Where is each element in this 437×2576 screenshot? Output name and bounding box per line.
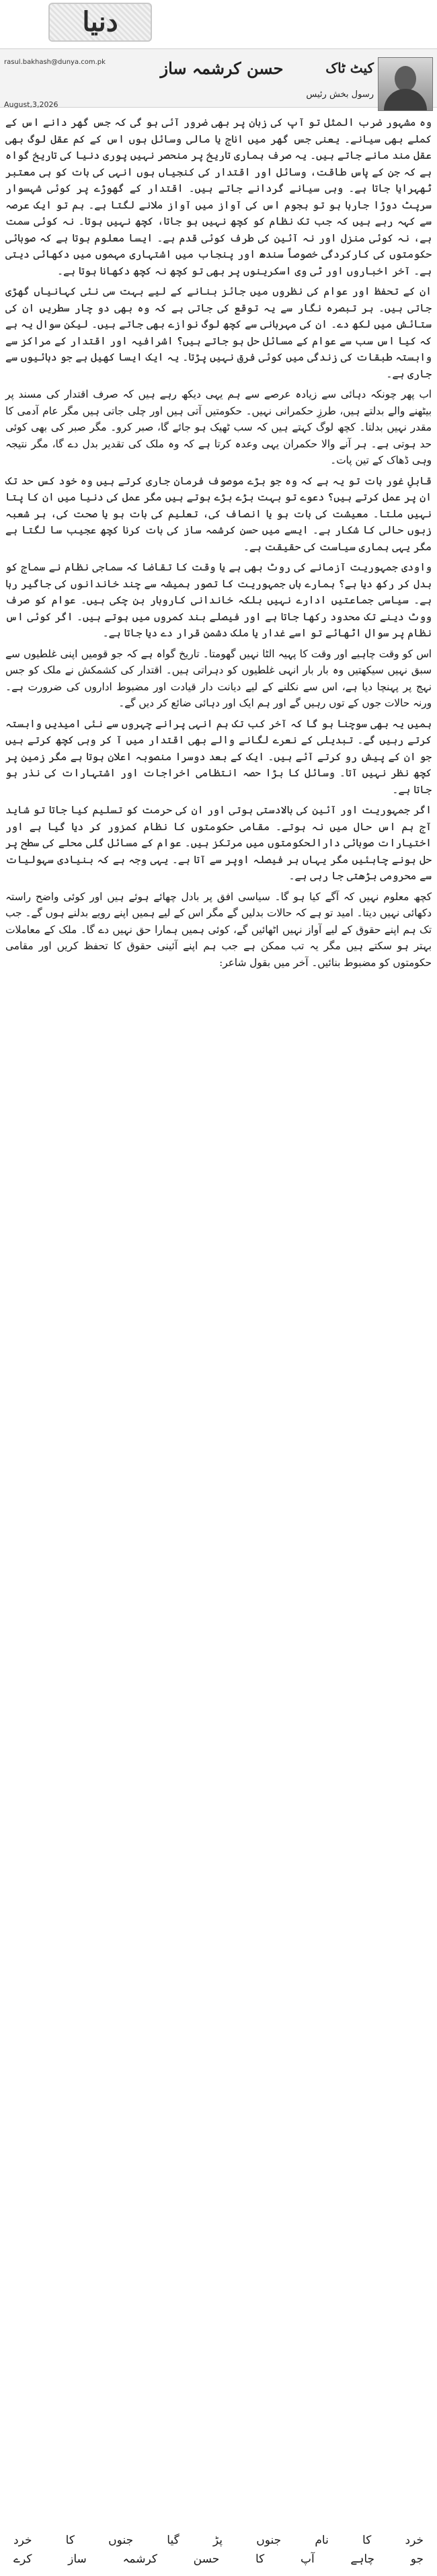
masthead bbox=[0, 0, 437, 44]
banner-strip bbox=[0, 48, 437, 108]
article-paragraph: قابلِ غور بات تو یہ ہے کہ وہ جو بڑے موصوف فرمان جاری کرتے ہیں وہ خود کس حد تک ان پر عمل کرتے ہیں؟ دعوے تو بہت بڑے بڑے ہوتے ہیں مگر عمل کی دنیا میں ان کا پتا نہیں ملتا۔ معیشت کی بات ہو یا انصاف کی، تعلیم کی بات ہو یا صحت کی، ہر شعبہ زبوں حالی کا شکار ہے۔ ایسے میں حسن کرشمہ ساز کی بات کرنا کچھ عجیب سا لگتا ہے مگر یہی ہماری سیاست کی حقیقت ہے۔ bbox=[5, 474, 432, 553]
newspaper-logo: دنیا bbox=[48, 3, 152, 42]
article-paragraph: کچھ معلوم نہیں کہ آگے کیا ہو گا۔ سیاسی افق پر بادل چھائے ہوئے ہیں اور کوئی واضح راستہ دکھائی نہیں دیتا۔ امید تو ہے کہ حالات بدلیں گے مگر اس کے لیے ہمیں اپنے رویے بدلنے ہوں گے۔ جب تک ہم اپنے حقوق کے لیے آواز نہیں اٹھائیں گے، کوئی ہمیں ہمارا حق نہیں دے گا۔ ملک کے معاملات بہتر ہو سکتے ہیں مگر یہ تب ممکن ہے جب ہم اپنے آئینی حقوق کا تحفظ کریں اور مقامی حکومتوں کو مضبوط بنائیں۔ آخر میں بقول شاعر: bbox=[5, 890, 432, 969]
article-paragraph: اس کو وقت چاہیے اور وقت کا پہیہ الٹا نہیں گھومتا۔ تاریخ گواہ ہے کہ جو قومیں اپنی غلطیوں سے سبق نہیں سیکھتیں وہ بار بار انہی غلطیوں کو دہراتی ہیں۔ اقتدار کی کشمکش نے ملک کو جس نہج پر پہنچا دیا ہے، اس سے نکلنے کے لیے دیانت دار قیادت اور مضبوط اداروں کی ضرورت ہے۔ ورنہ حالات جوں کے توں رہیں گے اور ہم ایک اور دہائی ضائع کر دیں گے۔ bbox=[5, 647, 432, 709]
author-photo-shoulders bbox=[384, 89, 427, 111]
article-paragraph: واودی جمہوریت آزمانے کی روٹ بھی ہے یا وقت کا تقاضا کہ سماجی نظام نے سماج کو بدل کر رکھ دیا ہے؟ ہمارے ہاں جمہوریت کا تصور ہمیشہ سے چند خاندانوں کی جاگیر رہا ہے۔ سیاسی جماعتیں ادارے نہیں بلکہ خاندانی کاروبار بن چکی ہیں۔ عوام کو صرف ووٹ دینے تک محدود رکھا جاتا ہے اور فیصلے بند کمروں میں ہوتے ہیں۔ اگر کوئی اس نظام پر سوال اٹھائے تو اسے غدار یا ملک دشمن قرار دے دیا جاتا ہے۔ bbox=[5, 561, 432, 639]
article-paragraph: اگر جمہوریت اور آئین کی بالادستی ہوتی اور ان کی حرمت کو تسلیم کیا جاتا تو شاید آج ہم اس حال میں نہ ہوتے۔ مقامی حکومتوں کا نظام کمزور کر دیا گیا ہے اور اختیارات صوبائی دارالحکومتوں میں مرتکز ہیں۔ عوام کے مسائل گلی محلے کی سطح پر حل ہونے چاہئیں مگر یہاں ہر فیصلہ اوپر سے آتا ہے۔ یہی وجہ ہے کہ بنیادی سہولیات سے محرومی بڑھتی جا رہی ہے۔ bbox=[5, 804, 432, 882]
closing-verse bbox=[13, 2531, 424, 2569]
article-paragraph: ہمیں یہ بھی سوچنا ہو گا کہ آخر کب تک ہم انہی پرانے چہروں سے نئی امیدیں وابستہ کرتے رہیں گے۔ تبدیلی کے نعرے لگانے والے بھی اقتدار میں آ کر وہی کچھ کرتے ہیں جو ان کے پیش رو کرتے آئے ہیں۔ ایک کے بعد دوسرا منصوبہ اعلان ہوتا ہے مگر زمین پر کچھ نظر نہیں آتا۔ وسائل کا بڑا حصہ انتظامی اخراجات اور اشتہارات کی نذر ہو جاتا ہے۔ bbox=[5, 717, 432, 796]
article-body bbox=[5, 114, 432, 975]
article-paragraph: ان کے تحفظ اور عوام کی نظروں میں جائز بنانے کے لیے بہت سی نئی کہانیاں گھڑی جاتی ہیں۔ ہر تبصرہ نگار سے یہ توقع کی جاتی ہے کہ وہ بھی دو چار سطریں ان کی ستائش میں لکھ دے۔ ان کی مہربانی سے کچھ لوگ نوازے بھی جاتے ہیں۔ لیکن سوال یہ ہے کہ کیا اس سب سے عوام کے مسائل حل ہو جاتے ہیں؟ اشرافیہ اور اقتدار کے مراکز سے وابستہ طبقات کی زندگی میں کوئی فرق نہیں پڑتا۔ یہ ایک ایسا کھیل ہے جو دہائیوں سے جاری ہے۔ bbox=[5, 285, 432, 380]
author-photo bbox=[378, 57, 433, 111]
column-title: حسن کرشمہ ساز bbox=[160, 59, 284, 78]
article-paragraph: وہ مشہور ضرب المثل تو آپ کی زبان پر بھی ضرور آئی ہو گی کہ جس گھر دانے اس کے کملے بھی سیانے۔ یعنی جس گھر میں اناج یا مالی وسائل ہوں اس کے کم عقل لوگ بھی عقل مند مانے جاتے ہیں۔ یہ صرف ہماری تاریخ پر منحصر نہیں پوری دنیا کی تاریخ گواہ ہے کہ جن کے پاس طاقت، وسائل اور اقتدار کی کنجیاں ہوں انہی کی بات کو ہی معتبر ٹھہرایا جاتا ہے۔ وہی سیانے گردانے جاتے ہیں۔ اقتدار کے گھوڑے پر کوئی شہسوار سرپٹ دوڑا جارہا ہو تو ہجوم اس کی آواز میں آواز ملانے لگتا ہے۔ ہم تو ایک عرصہ سے کہہ رہے ہیں کہ جب تک نظام کو کچھ نہیں ہو جاتا، کچھ نہیں ہوتا۔ نہ کوئی سمت ہے، نہ کوئی منزل اور نہ آئین کی طرف کوئی قدم ہے۔ ایسا معلوم ہوتا ہے کہ صوبائی حکومتوں کی کارکردگی خصوصاً سندھ اور پنجاب میں اشتہاری مہموں میں دکھائی دیتی ہے۔ آخر اخباروں اور ٹی وی اسکرینوں پر بھی تو کچھ نہ کچھ دکھانا ہوتا ہے۔ bbox=[5, 116, 432, 277]
publish-date: August,3,2026 bbox=[4, 100, 58, 109]
verse-line: خرد کا نام جنوں پڑ گیا جنوں کا خرد bbox=[13, 2534, 424, 2547]
author-photo-head bbox=[395, 66, 416, 91]
author-email[interactable]: rasul.bakhash@dunya.com.pk bbox=[4, 59, 106, 66]
series-label: کیٹ ٹاک bbox=[325, 60, 374, 76]
article-paragraph: اب پھر چونکہ دہائی سے زیادہ عرصے سے ہم یہی دیکھ رہے ہیں کہ صرف اقتدار کی مسند پر بیٹھنے والے بدلتے ہیں، طرزِ حکمرانی نہیں۔ حکومتیں آتی ہیں اور چلی جاتی ہیں مگر عام آدمی کا مقدر نہیں بدلتا۔ کچھ لوگ کہتے ہیں کہ سب ٹھیک ہو جائے گا، صبر کرو۔ مگر صبر کی بھی کوئی حد ہوتی ہے۔ ہر آنے والا حکمران یہی وعدہ کرتا ہے کہ وہ ملک کی تقدیر بدل دے گا، مگر نتیجہ وہی ڈھاک کے تین پات۔ bbox=[5, 388, 432, 466]
author-banner bbox=[0, 43, 437, 112]
author-name: رسول بخش رئیس bbox=[306, 89, 374, 100]
verse-line: جو چاہے آپ کا حسن کرشمہ ساز کرے bbox=[13, 2552, 424, 2566]
